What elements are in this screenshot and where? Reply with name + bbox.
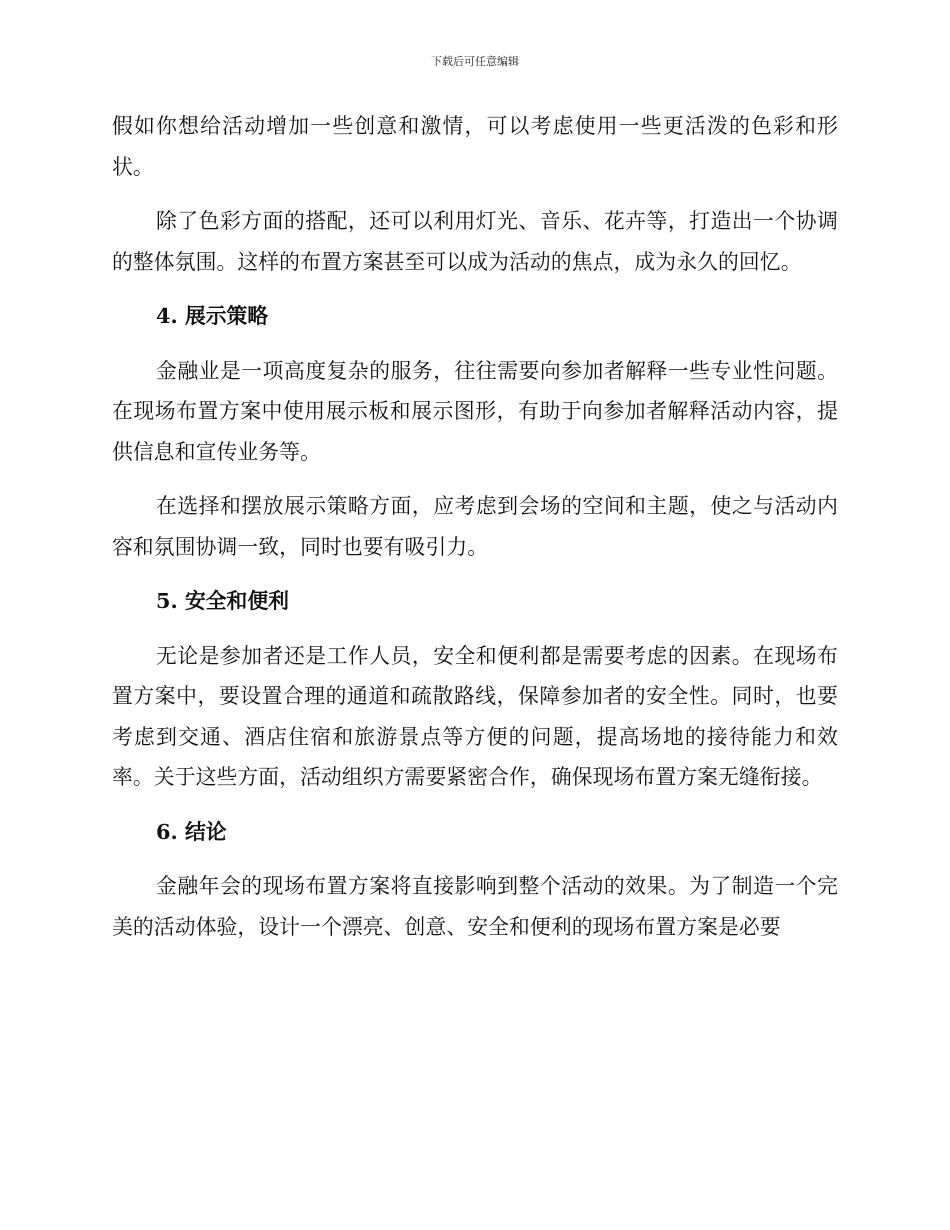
paragraph-atmosphere: 除了色彩方面的搭配，还可以利用灯光、音乐、花卉等，打造出一个协调的整体氛围。这样的布置方案甚至可以成为活动的焦点，成为永久的回忆。	[112, 209, 838, 274]
section-heading-display-strategy: 4. 展示策略	[156, 303, 269, 328]
paragraph-gap	[112, 282, 838, 296]
paragraph-gap	[112, 852, 838, 866]
paragraph-gap	[112, 798, 838, 812]
paragraph-gap	[112, 337, 838, 351]
paragraph-gap	[112, 622, 838, 636]
section-heading-safety-convenience: 5. 安全和便利	[156, 588, 289, 613]
paragraph-display-placement: 在选择和摆放展示策略方面，应考虑到会场的空间和主题，使之与活动内容和氛围协调一致，同时也要有吸引力。	[112, 494, 838, 559]
paragraph-display-boards: 金融业是一项高度复杂的服务，往往需要向参加者解释一些专业性问题。在现场布置方案中使用展示板和展示图形，有助于向参加者解释活动内容，提供信息和宣传业务等。	[112, 358, 838, 464]
paragraph-gap	[112, 472, 838, 486]
section-heading-conclusion: 6. 结论	[156, 818, 227, 844]
paragraph-colors-shapes: 假如你想给活动增加一些创意和激情，可以考虑使用一些更活泼的色彩和形状。	[112, 114, 838, 179]
document-body	[112, 106, 838, 947]
paragraph-conclusion: 金融年会的现场布置方案将直接影响到整个活动的效果。为了制造一个完美的活动体验，设计一个漂亮、创意、安全和便利的现场布置方案是必要	[112, 874, 838, 939]
page-header: 下载后可任意编辑	[431, 55, 519, 68]
paragraph-gap	[112, 567, 838, 581]
paragraph-gap	[112, 187, 838, 201]
paragraph-safety: 无论是参加者还是工作人员，安全和便利都是需要考虑的因素。在现场布置方案中，要设置合理的通道和疏散路线，保障参加者的安全性。同时，也要考虑到交通、酒店住宿和旅游景点等方便的问题，提高场地的接待能力和效率。关于这些方面，活动组织方需要紧密合作，确保现场布置方案无缝衔接。	[112, 643, 838, 789]
